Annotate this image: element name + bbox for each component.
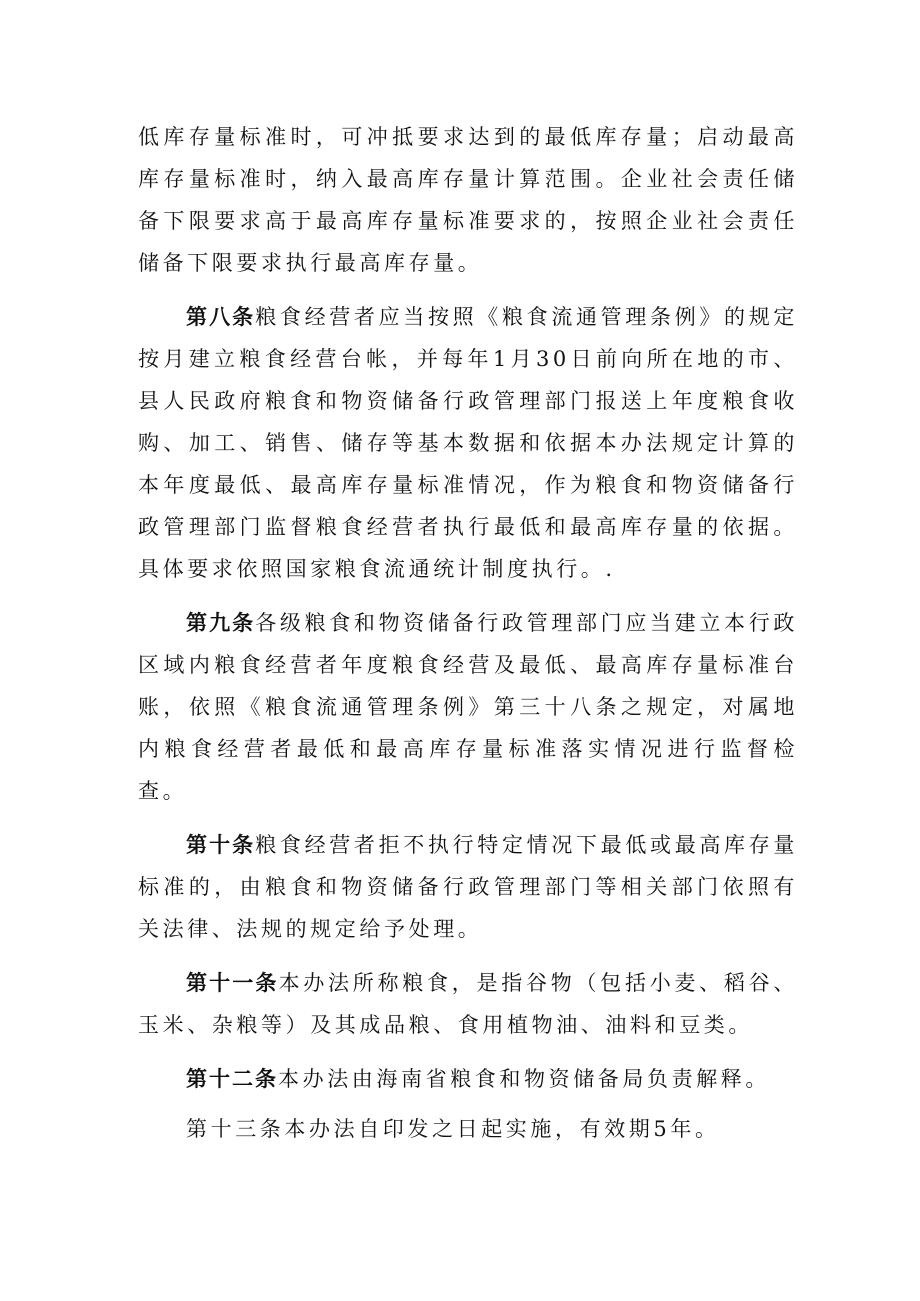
- article-13: [138, 1108, 798, 1150]
- article-11: [138, 962, 798, 1046]
- article-text: 粮食经营者拒不执行特定情况下最低或最高库存量标准的，由粮食和物资储备行政管理部门等相关部门依照有关法律、法规的规定给予处理。: [138, 833, 799, 941]
- article-8: [138, 296, 798, 590]
- article-text: 本办法由海南省粮食和物资储备局负责解释。: [278, 1067, 770, 1091]
- article-heading: 第十条: [186, 833, 256, 857]
- article-text: 各级粮食和物资储备行政管理部门应当建立本行政区域内粮食经营者年度粮食经营及最低、最高库存量标准台账，依照《粮食流通管理条例》第三十八条之规定，对属地内粮食经营者最低和最高库存量标准落实情况进行监督检查。: [138, 611, 799, 803]
- article-9: [138, 602, 798, 812]
- article-10: [138, 824, 798, 950]
- article-text: 本办法所称粮食，是指谷物（包括小麦、稻谷、玉米、杂粮等）及其成品粮、食用植物油、油料和豆类。: [138, 971, 799, 1037]
- article-text: 粮食经营者应当按照《粮食流通管理条例》的规定按月建立粮食经营台帐，并每年1月30日前向所在地的市、县人民政府粮食和物资储备行政管理部门报送上年度粮食收购、加工、销售、储存等基本数据和依据本办法规定计算的本年度最低、最高库存量标准情况，作为粮食和物资储备行政管理部门监督粮食经营者执行最低和最高库存量的依据。具体要求依照国家粮食流通统计制度执行。.: [138, 305, 799, 581]
- article-heading: 第十一条: [186, 971, 279, 995]
- article-heading: 第九条: [186, 611, 256, 635]
- article-12: [138, 1058, 798, 1100]
- article-heading: 第十二条: [186, 1067, 278, 1091]
- document-body: [138, 116, 798, 1162]
- article-heading: 第八条: [186, 305, 256, 329]
- paragraph-continuation: [138, 116, 798, 284]
- paragraph-text: 低库存量标准时，可冲抵要求达到的最低库存量；启动最高库存量标准时，纳入最高库存量计算范围。企业社会责任储备下限要求高于最高库存量标准要求的，按照企业社会责任储备下限要求执行最高库存量。: [138, 125, 798, 275]
- article-text: 第十三条本办法自印发之日起实施，有效期5年。: [186, 1117, 720, 1141]
